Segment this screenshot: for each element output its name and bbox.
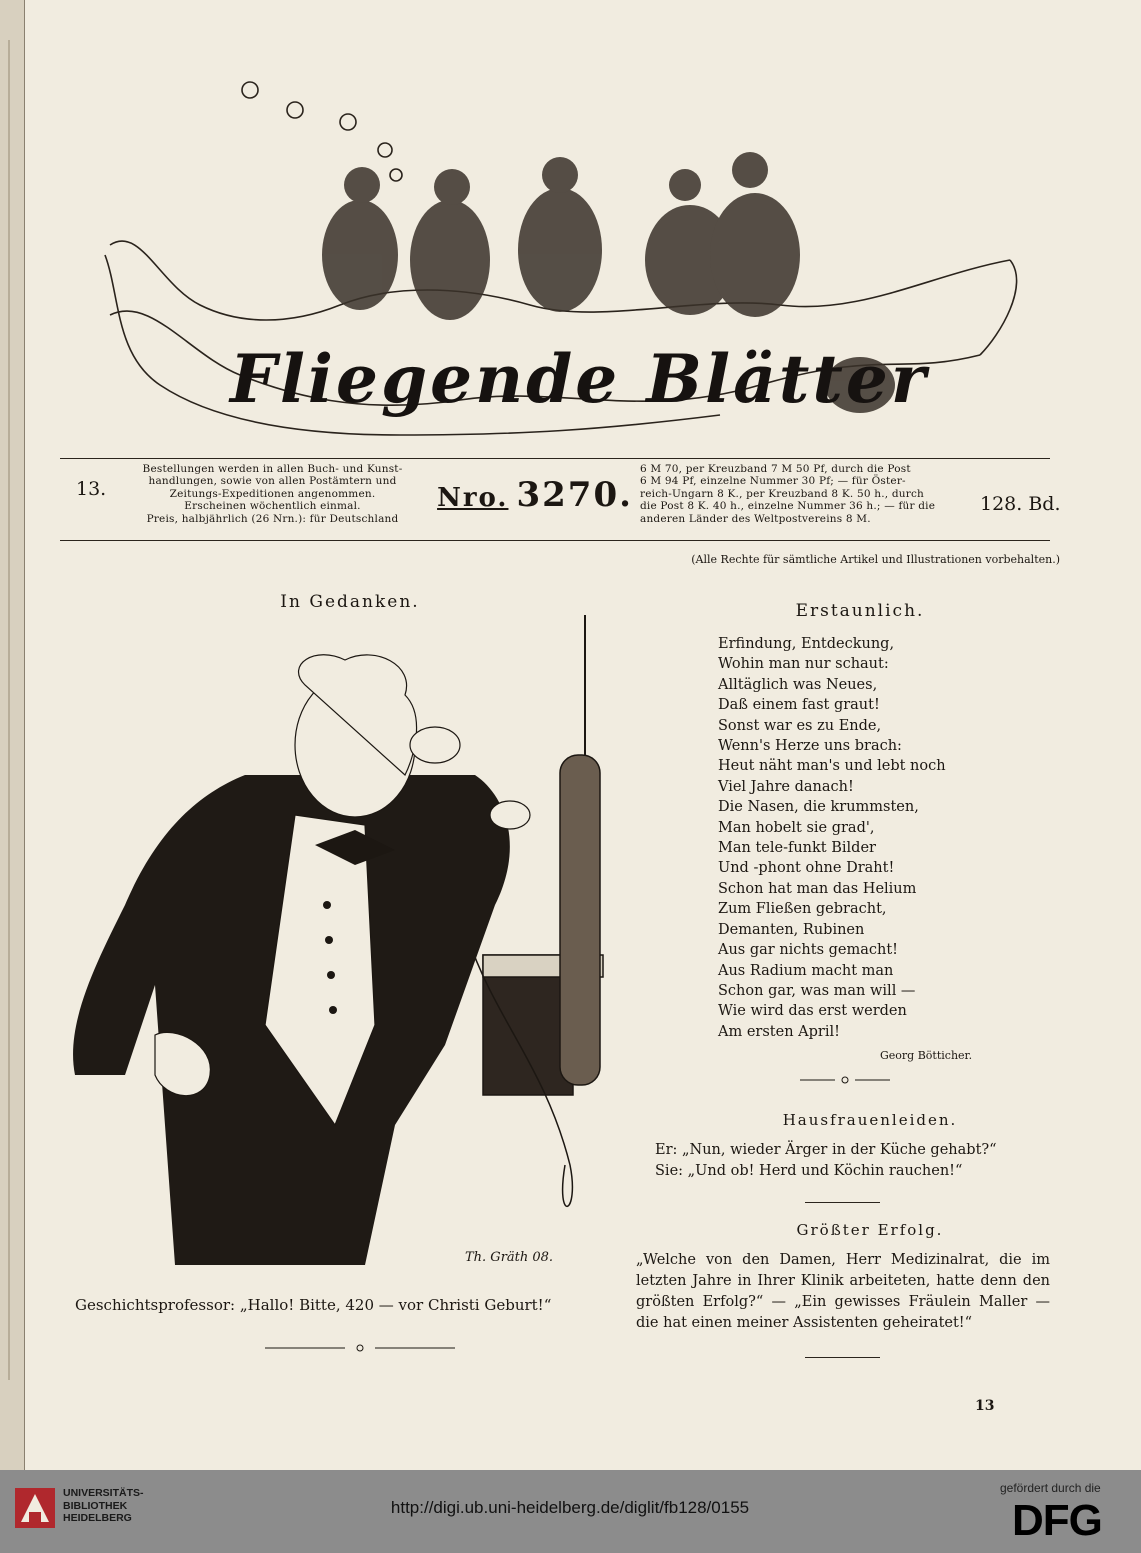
volume-number: 128. Bd.: [980, 493, 1061, 515]
dialogue-line: Sie: „Und ob! Herd und Köchin rauchen!“: [655, 1163, 963, 1179]
issue-year-number: 13.: [76, 478, 107, 500]
artist-signature: Th. Gräth 08.: [465, 1250, 554, 1265]
poem-line: Am ersten April!: [718, 1023, 840, 1040]
subscription-info-right: [640, 463, 960, 525]
library-name-line: HEIDELBERG: [63, 1512, 132, 1524]
subscription-line: Preis, halbjährlich (26 Nrn.): für Deutschland: [146, 512, 399, 525]
subscription-info-left: [110, 463, 435, 525]
library-name: [63, 1487, 144, 1525]
ornament-divider: [800, 1075, 890, 1085]
poem-title: Erstaunlich.: [795, 601, 925, 621]
source-url-link[interactable]: http://digi.ub.uni-heidelberg.de/diglit/fb128/0155: [390, 1498, 750, 1517]
cartoon-title: In Gedanken.: [280, 592, 420, 612]
dialogue-line: Er: „Nun, wieder Ärger in der Küche gehabt?“: [655, 1142, 997, 1158]
cartoon-illustration: [65, 605, 615, 1280]
poem-line: Man hobelt sie grad',: [718, 819, 875, 836]
section-title: Größter Erfolg.: [796, 1221, 944, 1239]
subscription-line: die Post 8 K. 40 h., einzelne Nummer 36 h.; — für die: [640, 500, 936, 513]
library-name-line: BIBLIOTHEK: [63, 1499, 128, 1512]
poem-line: Wohin man nur schaut:: [718, 656, 889, 673]
subscription-line: Zeitungs-Expeditionen angenommen.: [169, 487, 376, 500]
header-rule-top: [60, 458, 1050, 459]
page-number: 13: [975, 1398, 995, 1414]
subscription-line: reich-Ungarn 8 K., per Kreuzband 8 K. 50 h., durch: [640, 487, 924, 500]
subscription-line: 6 M 70, per Kreuzband 7 M 50 Pf, durch die Post: [640, 463, 911, 475]
ornament-divider: [265, 1343, 455, 1353]
dfg-logo: DFG: [1012, 1496, 1102, 1545]
poem-line: Schon hat man das Helium: [718, 880, 917, 897]
poem-line: Aus Radium macht man: [718, 962, 894, 979]
poem-line: Heut näht man's und lebt noch: [718, 758, 946, 775]
subscription-line: 6 M 94 Pf, einzelne Nummer 30 Pf; — für Öster-: [640, 475, 906, 488]
poem-line: Man tele-funkt Bilder: [718, 840, 876, 857]
book-spine: [0, 0, 25, 1470]
subscription-line: Bestellungen werden in allen Buch- und Kunst-: [142, 463, 403, 475]
poem-erstaunlich: [718, 634, 1038, 1042]
poem-line: Die Nasen, die krummsten,: [718, 799, 919, 816]
funding-note: gefördert durch die: [1000, 1481, 1101, 1495]
poem-line: Und -phont ohne Draht!: [718, 860, 895, 877]
subscription-line: Erscheinen wöchentlich einmal.: [184, 500, 361, 513]
poem-line: Viel Jahre danach!: [718, 778, 854, 795]
poem-line: Zum Fließen gebracht,: [718, 901, 887, 918]
cartoon-caption: Geschichtsprofessor: „Hallo! Bitte, 420 — vor Christi Geburt!“: [75, 1296, 552, 1314]
masthead-title: Fliegende Blätter: [230, 340, 929, 418]
subscription-line: handlungen, sowie von allen Postämtern und: [148, 475, 397, 488]
section-title: Hausfrauenleiden.: [782, 1111, 958, 1129]
issue-number-value: 3270.: [516, 475, 633, 515]
dialogue: [655, 1140, 1055, 1182]
professor-telephone-drawing: [65, 605, 615, 1280]
poem-author: Georg Bötticher.: [880, 1049, 973, 1062]
header-rule-bottom: [60, 540, 1050, 541]
poem-line: Wie wird das erst werden: [718, 1003, 907, 1020]
masthead-illustration: [80, 55, 1060, 450]
poem-line: Wenn's Herze uns brach:: [718, 738, 902, 755]
poem-line: Erfindung, Entdeckung,: [718, 636, 895, 652]
poem-line: Sonst war es zu Ende,: [718, 717, 882, 734]
issue-number: [430, 475, 640, 515]
poem-line: Demanten, Rubinen: [718, 921, 865, 938]
poem-line: Schon gar, was man will —: [718, 982, 916, 999]
poem-line: Aus gar nichts gemacht!: [718, 942, 899, 959]
anecdote-text: „Welche von den Damen, Herr Medizinalrat, die im letzten Jahre in Ihrer Klinik arbeiteten, hatte denn den größten Erfolg?“ — „Ein gewisses Fräulein Maller — die hat einen meiner Assistenten geheiratet!“: [636, 1252, 1050, 1331]
spine-edge: [8, 40, 10, 1380]
subscription-line: anderen Länder des Weltpostvereins 8 M.: [640, 512, 871, 525]
short-divider: [805, 1202, 880, 1203]
short-divider: [805, 1357, 880, 1358]
library-name-line: UNIVERSITÄTS-: [63, 1487, 144, 1499]
issue-number-label: Nro.: [437, 483, 509, 513]
rights-notice: (Alle Rechte für sämtliche Artikel und Illustrationen vorbehalten.): [691, 553, 1060, 566]
poem-line: Daß einem fast graut!: [718, 697, 880, 714]
poem-line: Alltäglich was Neues,: [718, 676, 878, 693]
